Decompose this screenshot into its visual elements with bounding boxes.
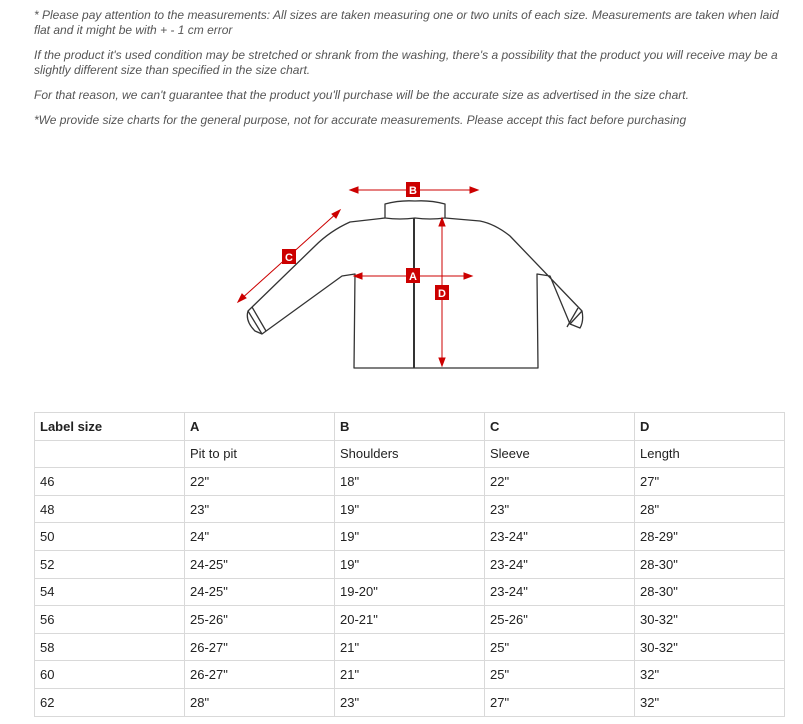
table-row (35, 688, 785, 716)
table-cell: Shoulders (335, 440, 485, 468)
table-cell: 62 (35, 688, 185, 716)
table-cell: 52 (35, 550, 185, 578)
table-row (35, 550, 785, 578)
table-cell: 24-25" (185, 550, 335, 578)
table-cell: 32" (635, 688, 785, 716)
table-cell: 27" (485, 688, 635, 716)
table-cell: 30-32" (635, 606, 785, 634)
table-cell: 32" (635, 661, 785, 689)
table-cell: Label size (35, 413, 185, 441)
note-general-purpose: *We provide size charts for the general purpose, not for accurate measurements. Please accept this fact before purchasing (34, 113, 687, 127)
jacket-outline (247, 201, 582, 368)
table-cell: 27" (635, 468, 785, 496)
table-row (35, 633, 785, 661)
table-cell: 28" (635, 495, 785, 523)
measurement-notes (34, 8, 794, 138)
table-cell: 19" (335, 550, 485, 578)
table-cell: 30-32" (635, 633, 785, 661)
table-cell: 23" (335, 688, 485, 716)
table-cell: 19-20" (335, 578, 485, 606)
table-cell: 19" (335, 523, 485, 551)
table-cell: 21" (335, 633, 485, 661)
note-no-guarantee: For that reason, we can't guarantee that the product you'll purchase will be the accurate size as advertised in the size chart. (34, 88, 689, 102)
table-cell: 25" (485, 633, 635, 661)
table-cell: 23-24" (485, 523, 635, 551)
jacket-measurement-diagram (230, 176, 590, 376)
table-subheader-row (35, 440, 785, 468)
table-cell: 23-24" (485, 578, 635, 606)
table-cell: 24" (185, 523, 335, 551)
table-cell: 19" (335, 495, 485, 523)
table-cell: 20-21" (335, 606, 485, 634)
table-cell: 58 (35, 633, 185, 661)
table-cell: Sleeve (485, 440, 635, 468)
table-cell: Pit to pit (185, 440, 335, 468)
table-cell: 60 (35, 661, 185, 689)
table-cell: 28-30" (635, 578, 785, 606)
table-cell: 56 (35, 606, 185, 634)
size-chart-table (34, 412, 785, 717)
table-cell: D (635, 413, 785, 441)
table-row (35, 661, 785, 689)
table-cell: 22" (185, 468, 335, 496)
table-cell: 48 (35, 495, 185, 523)
marker-a (406, 268, 420, 283)
table-cell: 46 (35, 468, 185, 496)
table-cell: 24-25" (185, 578, 335, 606)
svg-text:D: D (438, 288, 446, 300)
table-cell: 25" (485, 661, 635, 689)
svg-text:C: C (285, 252, 293, 264)
table-cell: Length (635, 440, 785, 468)
table-cell: 18" (335, 468, 485, 496)
table-cell: 28" (185, 688, 335, 716)
table-cell: 25-26" (485, 606, 635, 634)
note-used-condition: If the product it's used condition may be stretched or shrank from the washing, there's a possibility that the product you will receive may be a slightly different size than specified in the size chart. (34, 48, 778, 77)
table-cell: 21" (335, 661, 485, 689)
table-cell: 54 (35, 578, 185, 606)
marker-c (282, 249, 296, 264)
table-cell: 26-27" (185, 661, 335, 689)
table-cell: 26-27" (185, 633, 335, 661)
marker-b (406, 182, 420, 197)
table-cell: 23" (185, 495, 335, 523)
table-cell: 50 (35, 523, 185, 551)
table-row (35, 606, 785, 634)
table-cell: 28-29" (635, 523, 785, 551)
table-cell: 22" (485, 468, 635, 496)
table-row (35, 468, 785, 496)
table-row (35, 495, 785, 523)
table-cell: 23" (485, 495, 635, 523)
marker-d (435, 285, 449, 300)
table-cell: C (485, 413, 635, 441)
table-cell (35, 440, 185, 468)
table-cell: A (185, 413, 335, 441)
svg-text:A: A (409, 271, 417, 283)
note-measurement-method: * Please pay attention to the measurements: All sizes are taken measuring one or two units of each size. Measurements are taken when laid flat and it might be with + - 1 cm error (34, 8, 779, 37)
table-cell: 28-30" (635, 550, 785, 578)
table-row (35, 523, 785, 551)
table-cell: 25-26" (185, 606, 335, 634)
svg-text:B: B (409, 185, 417, 197)
table-cell: B (335, 413, 485, 441)
table-header-row (35, 413, 785, 441)
table-cell: 23-24" (485, 550, 635, 578)
measurement-arrows (238, 187, 478, 366)
table-row (35, 578, 785, 606)
